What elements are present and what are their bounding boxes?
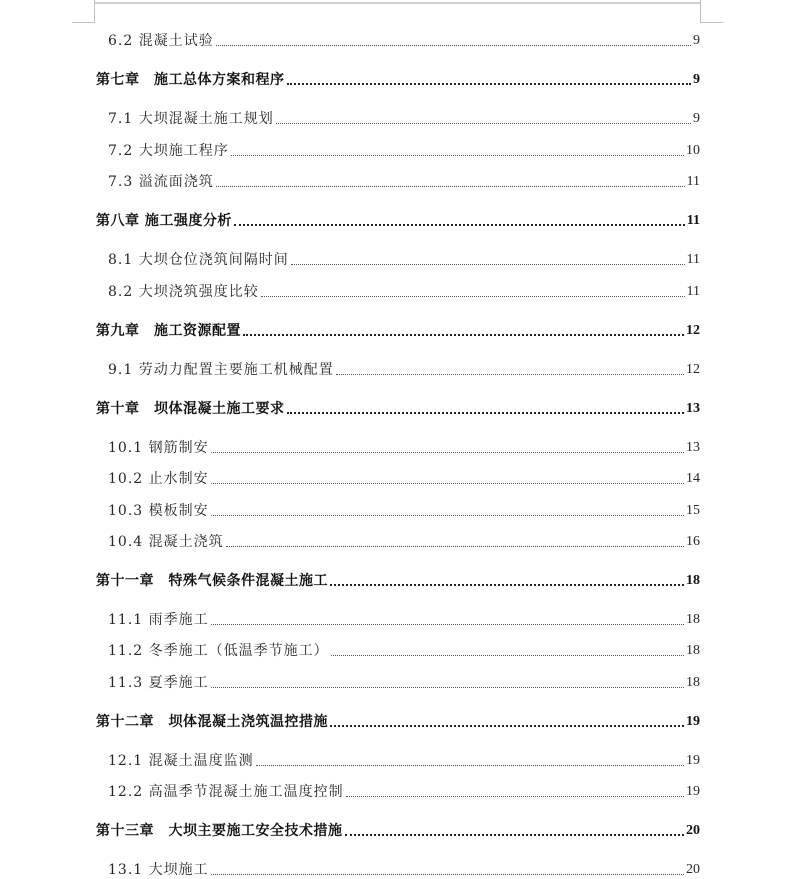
toc-page-number: 9 <box>693 111 700 126</box>
toc-entry-title: 8.1 大坝仓位浇筑间隔时间 <box>108 252 289 268</box>
toc-section-entry[interactable] <box>96 607 700 629</box>
toc-page-number: 9 <box>693 33 700 48</box>
toc-dot-leader <box>211 451 684 453</box>
toc-page-number: 18 <box>686 573 700 588</box>
toc-entry-title: 12.1 混凝土温度监测 <box>108 753 254 769</box>
toc-dot-leader <box>211 482 684 484</box>
toc-entry-title: 11.2 冬季施工（低温季节施工） <box>108 643 329 659</box>
toc-page-number: 12 <box>686 362 700 377</box>
toc-entry-title: 第十一章 特殊气候条件混凝土施工 <box>96 573 328 589</box>
toc-entry-title: 第十章 坝体混凝土施工要求 <box>96 401 285 417</box>
toc-entry-title: 7.1 大坝混凝土施工规划 <box>108 111 274 127</box>
toc-page-number: 10 <box>686 143 700 158</box>
toc-entry-title: 第八章 施工强度分析 <box>96 213 232 229</box>
toc-chapter-entry[interactable] <box>96 396 700 418</box>
toc-entry-title: 10.3 模板制安 <box>108 503 209 519</box>
toc-entry-title: 10.4 混凝土浇筑 <box>108 534 224 550</box>
toc-page-number: 14 <box>686 471 700 486</box>
toc-page-number: 12 <box>686 323 700 338</box>
toc-section-entry[interactable] <box>96 638 700 660</box>
toc-entry-title: 8.2 大坝浇筑强度比较 <box>108 284 259 300</box>
toc-page-number: 11 <box>686 213 700 228</box>
toc-dot-leader <box>291 263 685 265</box>
toc-entry-title: 13.1 大坝施工 <box>108 862 209 878</box>
toc-entry-title: 9.1 劳动力配置主要施工机械配置 <box>108 362 334 378</box>
toc-dot-leader <box>234 223 685 226</box>
toc-section-entry[interactable] <box>96 279 700 301</box>
toc-dot-leader <box>336 373 684 375</box>
toc-section-entry[interactable] <box>96 169 700 191</box>
toc-entry-title: 11.1 雨季施工 <box>108 612 209 628</box>
toc-page-number: 13 <box>686 440 700 455</box>
toc-page-number: 20 <box>686 862 700 877</box>
toc-dot-leader <box>211 623 684 625</box>
toc-dot-leader <box>346 795 684 797</box>
toc-entry-title: 6.2 混凝土试验 <box>108 33 214 49</box>
toc-entry-title: 第九章 施工资源配置 <box>96 323 241 339</box>
toc-dot-leader <box>330 724 684 727</box>
toc-page-number: 13 <box>686 401 700 416</box>
toc-page-number: 11 <box>686 284 700 299</box>
toc-entry-title: 12.2 高温季节混凝土施工温度控制 <box>108 784 344 800</box>
toc-page-number: 9 <box>693 72 700 87</box>
toc-page-number: 19 <box>686 784 700 799</box>
toc-dot-leader <box>276 122 691 124</box>
toc-section-entry[interactable] <box>96 779 700 801</box>
toc-page-number: 19 <box>686 714 700 729</box>
toc-entry-title: 第十三章 大坝主要施工安全技术措施 <box>96 823 343 839</box>
toc-page-number: 18 <box>686 612 700 627</box>
toc-section-entry[interactable] <box>96 466 700 488</box>
toc-section-entry[interactable] <box>96 28 700 50</box>
toc-entry-title: 7.3 溢流面浇筑 <box>108 174 214 190</box>
toc-dot-leader <box>287 411 685 414</box>
toc-entry-title: 第七章 施工总体方案和程序 <box>96 72 285 88</box>
toc-dot-leader <box>211 873 684 875</box>
toc-dot-leader <box>331 654 684 656</box>
toc-chapter-entry[interactable] <box>96 568 700 590</box>
toc-dot-leader <box>226 545 684 547</box>
toc-entry-title: 第十二章 坝体混凝土浇筑温控措施 <box>96 714 328 730</box>
toc-section-entry[interactable] <box>96 670 700 692</box>
toc-page-number: 19 <box>686 753 700 768</box>
toc-dot-leader <box>261 295 685 297</box>
toc-chapter-entry[interactable] <box>96 208 700 230</box>
toc-dot-leader <box>345 833 685 836</box>
toc-dot-leader <box>231 154 684 156</box>
toc-section-entry[interactable] <box>96 247 700 269</box>
toc-section-entry[interactable] <box>96 498 700 520</box>
toc-entry-title: 10.2 止水制安 <box>108 471 209 487</box>
toc-entry-title: 11.3 夏季施工 <box>108 675 209 691</box>
toc-chapter-entry[interactable] <box>96 67 700 89</box>
toc-dot-leader <box>211 686 684 688</box>
toc-dot-leader <box>330 583 684 586</box>
toc-dot-leader <box>287 82 692 85</box>
toc-entry-title: 7.2 大坝施工程序 <box>108 143 229 159</box>
toc-dot-leader <box>216 44 691 46</box>
toc-dot-leader <box>243 333 684 336</box>
toc-page-number: 18 <box>686 675 700 690</box>
toc-page-number: 11 <box>686 174 700 189</box>
toc-section-entry[interactable] <box>96 857 700 879</box>
toc-section-entry[interactable] <box>96 435 700 457</box>
toc-chapter-entry[interactable] <box>96 318 700 340</box>
toc-section-entry[interactable] <box>96 138 700 160</box>
toc-section-entry[interactable] <box>96 529 700 551</box>
toc-section-entry[interactable] <box>96 357 700 379</box>
toc-chapter-entry[interactable] <box>96 709 700 731</box>
toc-dot-leader <box>211 514 684 516</box>
toc-section-entry[interactable] <box>96 748 700 770</box>
toc-dot-leader <box>216 185 685 187</box>
toc-entry-title: 10.1 钢筋制安 <box>108 440 209 456</box>
toc-section-entry[interactable] <box>96 106 700 128</box>
toc-page-number: 11 <box>686 252 700 267</box>
toc-chapter-entry[interactable] <box>96 818 700 840</box>
toc-page-number: 20 <box>686 823 700 838</box>
toc-page-number: 18 <box>686 643 700 658</box>
toc-dot-leader <box>256 764 684 766</box>
toc-page-number: 15 <box>686 503 700 518</box>
toc-page-number: 16 <box>686 534 700 549</box>
